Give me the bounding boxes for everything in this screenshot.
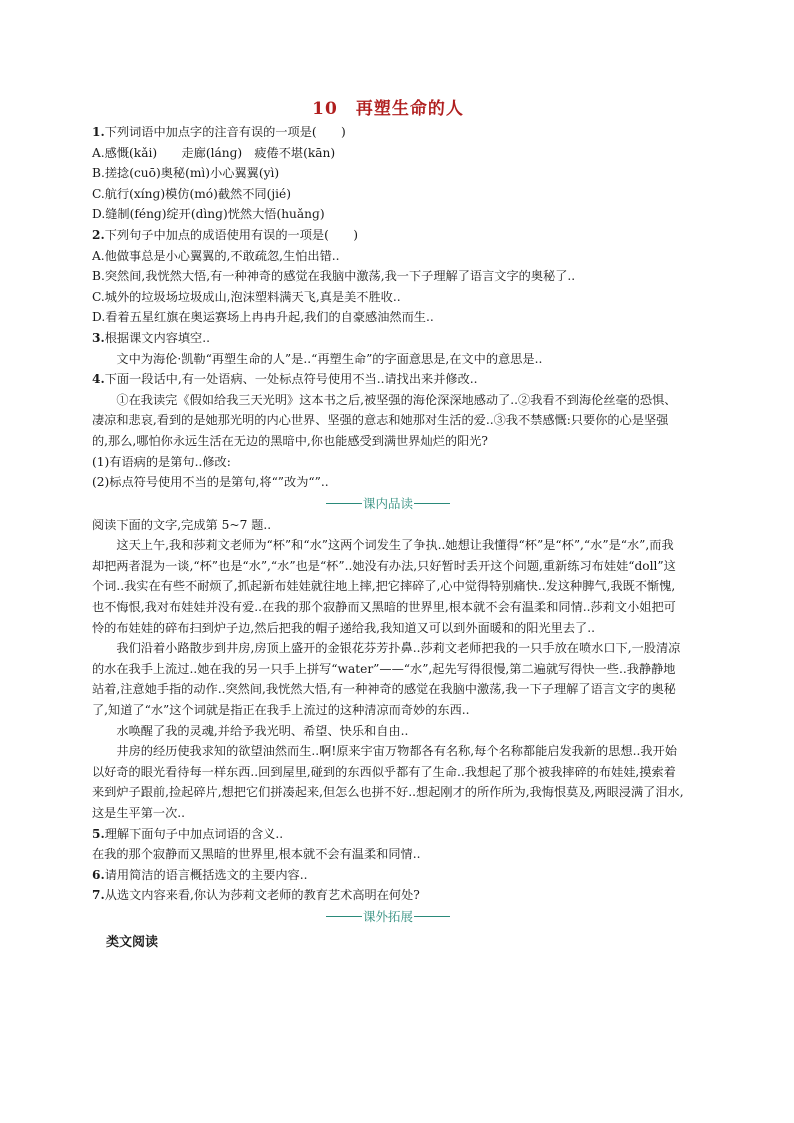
question-stem xyxy=(92,225,684,246)
indented-paragraph: ①在我读完《假如给我三天光明》这本书之后,被坚强的海伦深深地感动了..②我看不到海伦丝毫的恐惧、凄凉和悲哀,看到的是她那光明的内心世界、坚强的意志和她那对生活的爱..③我不禁感慨:只要你的心是坚强的,那么,哪怕你永远生活在无边的黑暗中,你也能感受到满世界灿烂的阳光? xyxy=(92,392,677,448)
section-label-in-class: 课内品读 xyxy=(362,495,413,511)
question-stem xyxy=(92,885,684,906)
answer-option: C.航行(xínɡ)模仿(mó)截然不同(jié) xyxy=(92,186,291,201)
answer-option: C.城外的垃圾场垃圾成山,泡沫塑料满天飞,真是美不胜收.. xyxy=(92,289,401,304)
divider-rule-left xyxy=(326,916,362,917)
question-stem xyxy=(92,865,684,886)
question-number: 3. xyxy=(92,330,105,345)
reading-paragraph: 水唤醒了我的灵魂,并给予我光明、希望、快乐和自由.. xyxy=(116,723,409,738)
question-number: 2. xyxy=(92,227,105,242)
answer-option: A.他做事总是小心翼翼的,不敢疏忽,生怕出错.. xyxy=(92,248,340,263)
answer-option: D.缝制(fénɡ)绽开(dìnɡ)恍然大悟(huǎnɡ) xyxy=(92,207,325,222)
extra-heading: 类文阅读 xyxy=(106,934,159,950)
question-stem xyxy=(92,369,684,390)
questions-part1 xyxy=(92,122,684,493)
reading-paragraph: 这天上午,我和莎莉文老师为“杯”和“水”这两个词发生了争执..她想让我懂得“杯”是“杯”,“水”是“水”,而我却把两者混为一谈,“杯”也是“水”,“水”也是“杯”..她没有办法,只好暂时丢开这个问题,重新练习布娃娃“doll”这个词..我实在有些不耐烦了,抓起新布娃娃就往地上摔,把它摔碎了,心中觉得特别痛快..发这种脾气,我既不惭愧,也不悔恨,我对布娃娃并没有爱..在我的那个寂静而又黑暗的世界里,根本就不会有温柔和同情..莎莉文小姐把可怜的布娃娃的碎布扫到炉子边,然后把我的帽子递给我,我知道又可以到外面暖和的阳光里去了.. xyxy=(92,538,676,635)
reading-paragraph: 我们沿着小路散步到井房,房顶上盛开的金银花芬芳扑鼻..莎莉文老师把我的一只手放在喷水口下,一股清凉的水在我手上流过..她在我的另一只手上拼写“water”——“水”,起先写得很慢,第二遍就写得快一些..我静静地站着,注意她手指的动作..突然间,我恍然大悟,有一种神奇的感觉在我脑中激荡,我一下子理解了语言文字的奥秘了,知道了“水”这个词就是指正在我手上流过的这种清凉而奇妙的东西.. xyxy=(92,641,681,718)
sub-question: (2)标点符号使用不当的是第句,将“”改为“”.. xyxy=(92,475,329,490)
sub-question: (1)有语病的是第句..修改: xyxy=(92,454,231,469)
question-stem xyxy=(92,328,684,349)
page-title: 10 再塑生命的人 xyxy=(312,99,464,119)
question-text: 下列词语中加点字的注音有误的一项是( ) xyxy=(104,125,346,139)
indented-paragraph: 文中为海伦·凯勒“再塑生命的人”是..“再塑生命”的字面意思是,在文中的意思是.. xyxy=(116,351,543,366)
divider-rule-right xyxy=(414,503,450,504)
quoted-sentence: 在我的那个寂静而又黑暗的世界里,根本就不会有温柔和同情.. xyxy=(92,847,421,862)
answer-option: D.看着五星红旗在奥运赛场上冉冉升起,我们的自豪感油然而生.. xyxy=(92,310,434,325)
question-text: 下列句子中加点的成语使用有误的一项是( ) xyxy=(104,227,358,242)
question-stem xyxy=(92,122,684,143)
question-number: 7. xyxy=(92,888,105,903)
reading-paragraph: 井房的经历使我求知的欲望油然而生..啊!原来宇宙万物都各有名称,每个名称都能启发我新的思想..我开始以好奇的眼光看待每一样东西..回到屋里,碰到的东西似乎都有了生命..我想起了那个被我摔碎的布娃娃,摸索着来到炉子跟前,捡起碎片,想把它们拼凑起来,但怎么也拼不好..想起刚才的所作所为,我悔恨莫及,两眼浸满了泪水,这是生平第一次.. xyxy=(92,744,684,820)
section-divider-extra xyxy=(92,906,684,928)
question-text: 根据课文内容填空.. xyxy=(104,330,210,345)
question-text: 下面一段话中,有一处语病、一处标点符号使用不当..请找出来并修改.. xyxy=(104,372,478,387)
question-text: 从选文内容来看,你认为莎莉文老师的教育艺术高明在何处? xyxy=(104,888,420,903)
answer-option: A.感慨(kǎi) 走廊(lánɡ) 疲倦不堪(kān) xyxy=(92,145,336,160)
section-label-extra: 课外拓展 xyxy=(362,908,413,924)
question-number: 5. xyxy=(92,826,105,841)
question-number: 6. xyxy=(92,867,105,882)
reading-intro: 阅读下面的文字,完成第 5~7 题.. xyxy=(92,517,272,532)
reading-passage xyxy=(92,535,684,823)
questions-part2 xyxy=(92,824,684,906)
answer-option: B.突然间,我恍然大悟,有一种神奇的感觉在我脑中激荡,我一下子理解了语言文字的奥秘了.. xyxy=(92,269,576,284)
divider-rule-left xyxy=(326,503,362,504)
question-text: 请用简洁的语言概括选文的主要内容.. xyxy=(104,867,308,882)
divider-rule-right xyxy=(414,916,450,917)
question-number: 4. xyxy=(92,372,105,387)
question-text: 理解下面句子中加点词语的含义.. xyxy=(104,826,284,841)
question-number: 1. xyxy=(92,125,105,139)
answer-option: B.搓捻(cuō)奥秘(mì)小心翼翼(yì) xyxy=(92,166,280,181)
section-divider-in-class xyxy=(92,493,684,515)
question-stem xyxy=(92,824,684,845)
